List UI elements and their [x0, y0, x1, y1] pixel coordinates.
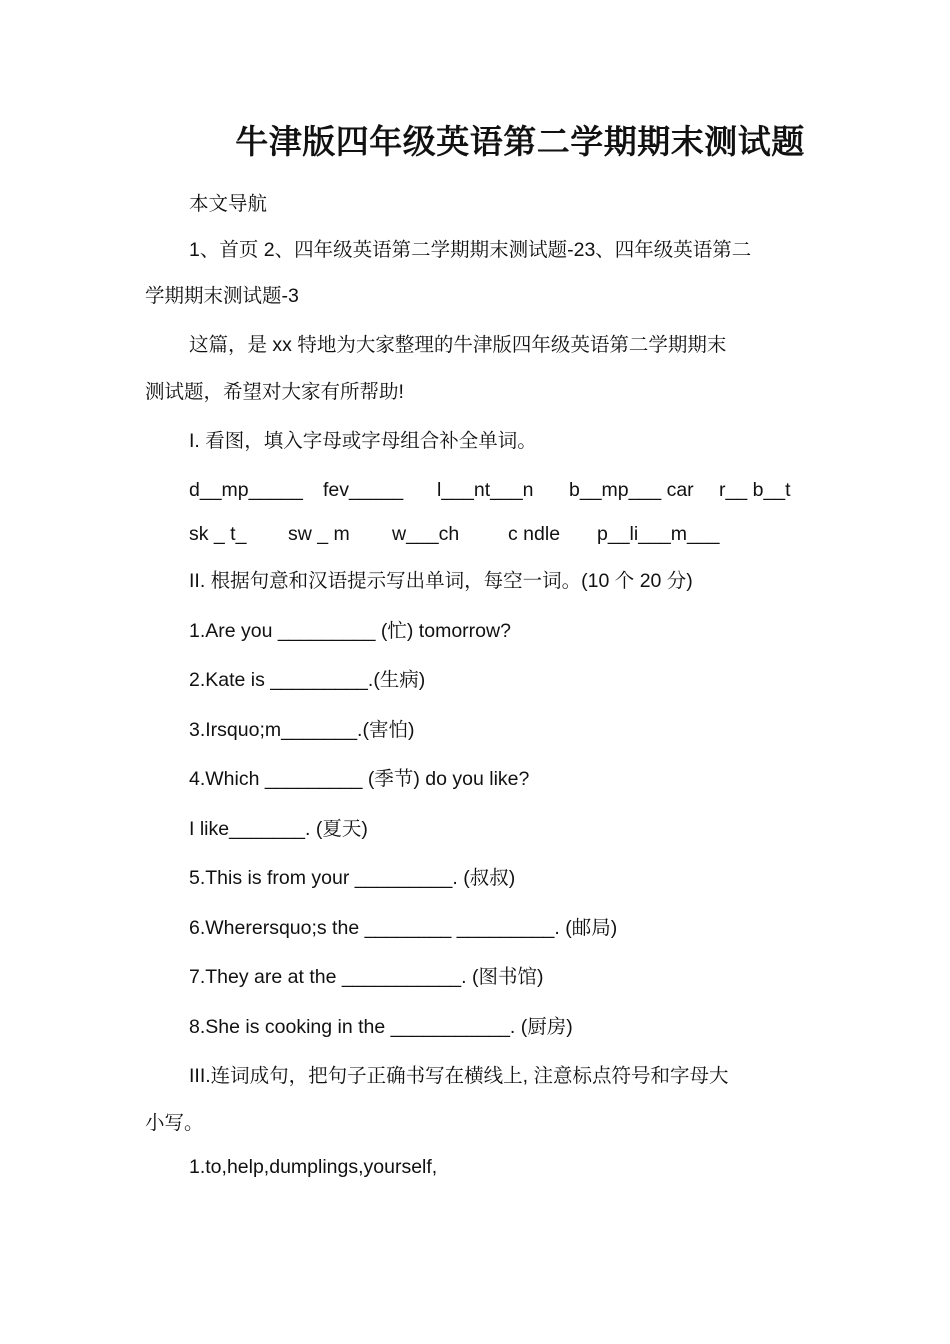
intro-line-2: 测试题，希望对大家有所帮助! [145, 381, 404, 403]
fill-word: c ndle [508, 523, 561, 545]
fill-word: d__mp_____ [189, 479, 303, 501]
section-3-heading-1: III.连词成句，把句子正确书写在横线上, 注意标点符号和字母大 [189, 1065, 729, 1087]
question-4: 4.Which _________ (季节) do you like? [189, 768, 530, 790]
fill-row-1 [0, 476, 950, 504]
fill-word: sk _ t_ [189, 523, 247, 545]
fill-word: l___nt___n [437, 479, 534, 501]
question-1: 1.Are you _________ (忙) tomorrow? [189, 620, 511, 642]
nav-line-2: 学期期末测试题-3 [145, 285, 299, 307]
question-5: 5.This is from your _________. (叔叔) [189, 867, 516, 889]
question-7: 7.They are at the ___________. (图书馆) [189, 966, 544, 988]
section-3-heading-2: 小写。 [145, 1112, 204, 1134]
question-2: 2.Kate is _________.(生病) [189, 669, 426, 691]
question-8: 8.She is cooking in the ___________. (厨房) [189, 1016, 573, 1038]
section-1-heading: I. 看图，填入字母或字母组合补全单词。 [189, 430, 537, 452]
intro-line-1: 这篇，是 xx 特地为大家整理的牛津版四年级英语第二学期期末 [189, 334, 727, 356]
question-3: 3.Irsquo;m_______.(害怕) [189, 719, 415, 741]
section-2-heading: II. 根据句意和汉语提示写出单词，每空一词。(10 个 20 分) [189, 570, 693, 592]
fill-word: p__li___m___ [597, 523, 720, 545]
document-title: 牛津版四年级英语第二学期期末测试题 [235, 122, 805, 161]
fill-word: sw _ m [288, 523, 350, 545]
section-3-question-1: 1.to,help,dumplings,yourself, [189, 1156, 438, 1178]
fill-word: fev_____ [323, 479, 404, 501]
fill-word: w___ch [392, 523, 460, 545]
fill-word: b__mp___ car [569, 479, 694, 501]
fill-word: r__ b__t [719, 479, 791, 501]
nav-heading: 本文导航 [189, 193, 268, 215]
question-6: 6.Wherersquo;s the ________ _________. (邮局) [189, 917, 618, 939]
nav-line-1: 1、首页 2、四年级英语第二学期期末测试题-23、四年级英语第二 [189, 239, 752, 261]
fill-row-2 [0, 520, 950, 548]
question-4-answer: I like_______. (夏天) [189, 818, 368, 840]
